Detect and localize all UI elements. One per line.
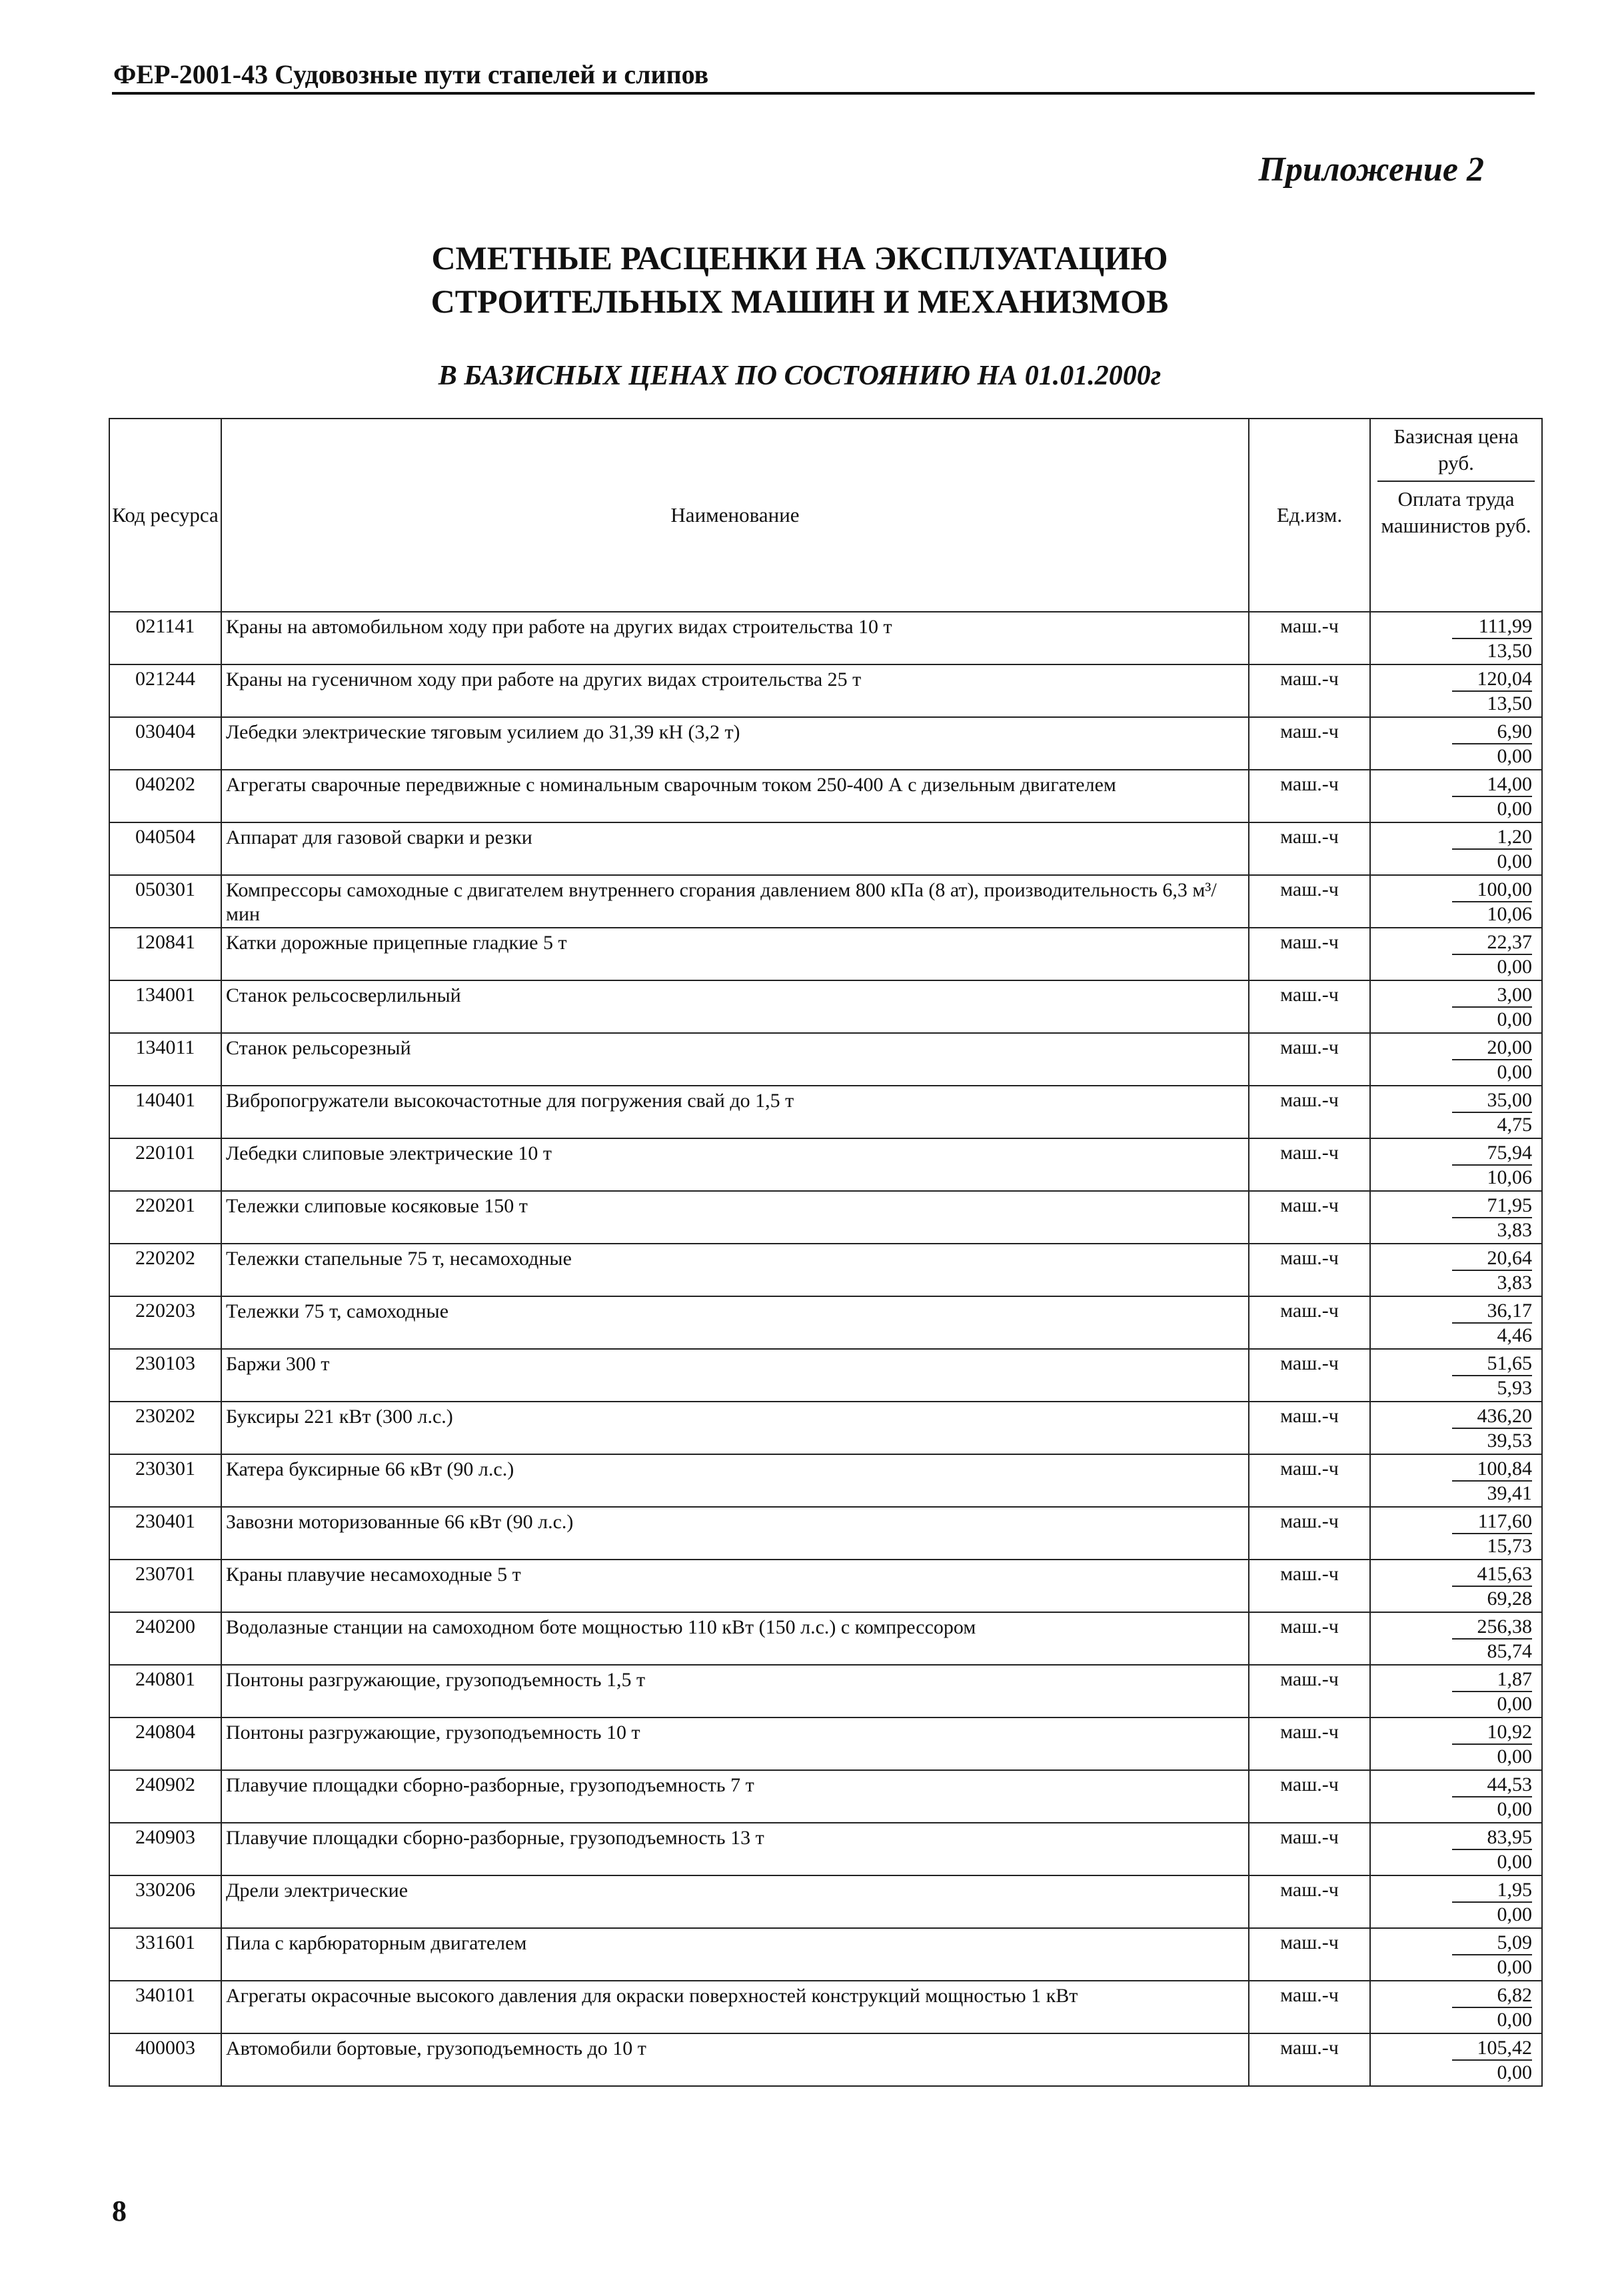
- table-row: [109, 664, 1542, 717]
- wage-value: 10,06: [1487, 1166, 1532, 1188]
- cell-unit: маш.-ч: [1249, 1191, 1370, 1244]
- cell-name: Понтоны разгружающие, грузоподъемность 1,5 т: [221, 1665, 1249, 1717]
- table-row: [109, 1560, 1542, 1612]
- wage-value: 5,93: [1497, 1377, 1532, 1399]
- cell-price: [1370, 980, 1542, 1033]
- cell-unit: маш.-ч: [1249, 1612, 1370, 1665]
- wage-value: 0,00: [1497, 1903, 1532, 1925]
- price-value: 100,84: [1452, 1458, 1532, 1482]
- wage-value: 69,28: [1487, 1588, 1532, 1610]
- cell-code: 230301: [109, 1454, 221, 1507]
- cell-code: 220202: [109, 1244, 221, 1296]
- cell-name: Завозни моторизованные 66 кВт (90 л.с.): [221, 1507, 1249, 1560]
- cell-name: Компрессоры самоходные с двигателем внутреннего сгорания давлением 800 кПа (8 ат), производительность 6,3 м³/мин: [221, 875, 1249, 928]
- cell-unit: маш.-ч: [1249, 1033, 1370, 1086]
- price-value: 10,92: [1452, 1721, 1532, 1745]
- cell-name: Агрегаты сварочные передвижные с номинальным сварочным током 250-400 А с дизельным двигателем: [221, 770, 1249, 822]
- cell-code: 230701: [109, 1560, 221, 1612]
- price-value: 6,90: [1452, 720, 1532, 744]
- wage-value: 0,00: [1497, 1745, 1532, 1767]
- cell-unit: маш.-ч: [1249, 928, 1370, 980]
- table-row: [109, 1454, 1542, 1507]
- cell-unit: маш.-ч: [1249, 1560, 1370, 1612]
- cell-price: [1370, 1086, 1542, 1138]
- table-row: [109, 1928, 1542, 1981]
- table-row: [109, 1770, 1542, 1823]
- table-row: [109, 2033, 1542, 2086]
- price-value: 20,00: [1452, 1036, 1532, 1060]
- cell-code: 240801: [109, 1665, 221, 1717]
- wage-value: 0,00: [1497, 850, 1532, 872]
- wage-value: 0,00: [1497, 2061, 1532, 2083]
- cell-name: Агрегаты окрасочные высокого давления для окраски поверхностей конструкций мощностью 1 кВт: [221, 1981, 1249, 2033]
- cell-price: [1370, 1402, 1542, 1454]
- cell-price: [1370, 1875, 1542, 1928]
- table-row: [109, 1665, 1542, 1717]
- wage-value: 0,00: [1497, 1693, 1532, 1715]
- cell-price: [1370, 822, 1542, 875]
- cell-code: 120841: [109, 928, 221, 980]
- cell-unit: маш.-ч: [1249, 1717, 1370, 1770]
- table-row: [109, 1349, 1542, 1402]
- table-row: [109, 980, 1542, 1033]
- cell-code: 220201: [109, 1191, 221, 1244]
- cell-unit: маш.-ч: [1249, 1981, 1370, 2033]
- price-value: 120,04: [1452, 668, 1532, 692]
- cell-unit: маш.-ч: [1249, 612, 1370, 664]
- cell-code: 140401: [109, 1086, 221, 1138]
- cell-code: 400003: [109, 2033, 221, 2086]
- price-value: 100,00: [1452, 878, 1532, 902]
- price-value: 1,87: [1452, 1668, 1532, 1692]
- cell-price: [1370, 1823, 1542, 1875]
- table-row: [109, 717, 1542, 770]
- cell-name: Дрели электрические: [221, 1875, 1249, 1928]
- page-title-line-2: СТРОИТЕЛЬНЫХ МАШИН И МЕХАНИЗМОВ: [430, 283, 1169, 320]
- table-row: [109, 1612, 1542, 1665]
- cell-price: [1370, 1928, 1542, 1981]
- price-value: 117,60: [1452, 1510, 1532, 1534]
- cell-name: Катера буксирные 66 кВт (90 л.с.): [221, 1454, 1249, 1507]
- cell-unit: маш.-ч: [1249, 1086, 1370, 1138]
- wage-value: 0,00: [1497, 745, 1532, 767]
- cell-name: Краны на автомобильном ходу при работе на других видах строительства 10 т: [221, 612, 1249, 664]
- cell-unit: маш.-ч: [1249, 1823, 1370, 1875]
- page-title-line-1: СМЕТНЫЕ РАСЦЕНКИ НА ЭКСПЛУАТАЦИЮ: [431, 239, 1168, 277]
- cell-unit: маш.-ч: [1249, 2033, 1370, 2086]
- cell-price: [1370, 1560, 1542, 1612]
- wage-value: 13,50: [1487, 640, 1532, 662]
- table-row: [109, 1296, 1542, 1349]
- table-row: [109, 1823, 1542, 1875]
- cell-unit: маш.-ч: [1249, 1296, 1370, 1349]
- cell-name: Лебедки слиповые электрические 10 т: [221, 1138, 1249, 1191]
- price-value: 6,82: [1452, 1984, 1532, 2008]
- cell-name: Краны плавучие несамоходные 5 т: [221, 1560, 1249, 1612]
- table-row: [109, 1033, 1542, 1086]
- cell-price: [1370, 770, 1542, 822]
- price-value: 75,94: [1452, 1142, 1532, 1166]
- cell-code: 230103: [109, 1349, 221, 1402]
- wage-value: 4,46: [1497, 1324, 1532, 1346]
- wage-value: 0,00: [1497, 1956, 1532, 1978]
- cell-code: 050301: [109, 875, 221, 928]
- table-row: [109, 928, 1542, 980]
- cell-name: Тележки стапельные 75 т, несамоходные: [221, 1244, 1249, 1296]
- table-row: [109, 1138, 1542, 1191]
- price-value: 1,20: [1452, 826, 1532, 850]
- price-value: 1,95: [1452, 1879, 1532, 1903]
- cell-price: [1370, 1612, 1542, 1665]
- cell-unit: маш.-ч: [1249, 1349, 1370, 1402]
- wage-value: 13,50: [1487, 692, 1532, 714]
- cell-price: [1370, 664, 1542, 717]
- cell-name: Понтоны разгружающие, грузоподъемность 10 т: [221, 1717, 1249, 1770]
- table-row: [109, 1507, 1542, 1560]
- cell-price: [1370, 875, 1542, 928]
- table-row: [109, 1191, 1542, 1244]
- table-row: [109, 822, 1542, 875]
- wage-value: 3,83: [1497, 1272, 1532, 1294]
- wage-value: 85,74: [1487, 1640, 1532, 1662]
- cell-name: Тележки 75 т, самоходные: [221, 1296, 1249, 1349]
- table-row: [109, 1244, 1542, 1296]
- price-value: 105,42: [1452, 2037, 1532, 2061]
- header-rule: [112, 92, 1535, 95]
- cell-code: 340101: [109, 1981, 221, 2033]
- cell-price: [1370, 612, 1542, 664]
- cell-unit: маш.-ч: [1249, 1402, 1370, 1454]
- price-value: 256,38: [1452, 1616, 1532, 1640]
- cell-unit: маш.-ч: [1249, 1770, 1370, 1823]
- table-row: [109, 875, 1542, 928]
- price-value: 51,65: [1452, 1352, 1532, 1376]
- wage-value: 10,06: [1487, 903, 1532, 925]
- wage-value: 3,83: [1497, 1219, 1532, 1241]
- cell-unit: маш.-ч: [1249, 1454, 1370, 1507]
- price-value: 14,00: [1452, 773, 1532, 797]
- table-row: [109, 1717, 1542, 1770]
- cell-unit: маш.-ч: [1249, 1875, 1370, 1928]
- cell-unit: маш.-ч: [1249, 1138, 1370, 1191]
- cell-name: Баржи 300 т: [221, 1349, 1249, 1402]
- cell-unit: маш.-ч: [1249, 1928, 1370, 1981]
- cell-price: [1370, 1717, 1542, 1770]
- wage-value: 0,00: [1497, 1061, 1532, 1083]
- cell-unit: маш.-ч: [1249, 980, 1370, 1033]
- wage-value: 0,00: [1497, 1008, 1532, 1030]
- cell-price: [1370, 1454, 1542, 1507]
- header-wage: Оплата труда машинистов руб.: [1381, 487, 1531, 537]
- cell-name: Тележки слиповые косяковые 150 т: [221, 1191, 1249, 1244]
- cell-code: 240903: [109, 1823, 221, 1875]
- header-unit: Ед.изм.: [1249, 419, 1370, 612]
- cell-price: [1370, 2033, 1542, 2086]
- cell-unit: маш.-ч: [1249, 822, 1370, 875]
- cell-code: 331601: [109, 1928, 221, 1981]
- wage-value: 0,00: [1497, 956, 1532, 978]
- cell-name: Станок рельсорезный: [221, 1033, 1249, 1086]
- cell-name: Плавучие площадки сборно-разборные, грузоподъемность 13 т: [221, 1823, 1249, 1875]
- page-number: 8: [112, 2195, 127, 2227]
- wage-value: 0,00: [1497, 2009, 1532, 2031]
- price-value: 36,17: [1452, 1300, 1532, 1324]
- price-value: 71,95: [1452, 1194, 1532, 1218]
- cell-name: Вибропогружатели высокочастотные для погружения свай до 1,5 т: [221, 1086, 1249, 1138]
- cell-code: 021244: [109, 664, 221, 717]
- cell-code: 240902: [109, 1770, 221, 1823]
- cell-code: 030404: [109, 717, 221, 770]
- cell-code: 230401: [109, 1507, 221, 1560]
- cell-name: Лебедки электрические тяговым усилием до 31,39 кН (3,2 т): [221, 717, 1249, 770]
- cell-price: [1370, 1981, 1542, 2033]
- wage-value: 0,00: [1497, 798, 1532, 820]
- cell-unit: маш.-ч: [1249, 717, 1370, 770]
- cell-code: 220203: [109, 1296, 221, 1349]
- cell-price: [1370, 1244, 1542, 1296]
- wage-value: 0,00: [1497, 1798, 1532, 1820]
- table-row: [109, 1402, 1542, 1454]
- price-value: 415,63: [1452, 1563, 1532, 1587]
- wage-value: 15,73: [1487, 1535, 1532, 1557]
- cell-code: 040202: [109, 770, 221, 822]
- cell-name: Автомобили бортовые, грузоподъемность до 10 т: [221, 2033, 1249, 2086]
- rates-table: [109, 418, 1543, 2087]
- cell-price: [1370, 1191, 1542, 1244]
- cell-price: [1370, 1507, 1542, 1560]
- cell-name: Катки дорожные прицепные гладкие 5 т: [221, 928, 1249, 980]
- wage-value: 4,75: [1497, 1114, 1532, 1136]
- table-row: [109, 1981, 1542, 2033]
- cell-price: [1370, 1770, 1542, 1823]
- price-value: 5,09: [1452, 1931, 1532, 1955]
- cell-code: 134001: [109, 980, 221, 1033]
- cell-name: Водолазные станции на самоходном боте мощностью 110 кВт (150 л.с.) с компрессором: [221, 1612, 1249, 1665]
- cell-price: [1370, 717, 1542, 770]
- header-name: Наименование: [221, 419, 1249, 612]
- cell-code: 240200: [109, 1612, 221, 1665]
- cell-price: [1370, 928, 1542, 980]
- table-row: [109, 612, 1542, 664]
- price-value: 20,64: [1452, 1247, 1532, 1271]
- cell-unit: маш.-ч: [1249, 875, 1370, 928]
- cell-name: Станок рельсосверлильный: [221, 980, 1249, 1033]
- cell-name: Краны на гусеничном ходу при работе на других видах строительства 25 т: [221, 664, 1249, 717]
- cell-code: 230202: [109, 1402, 221, 1454]
- table-row: [109, 1086, 1542, 1138]
- cell-price: [1370, 1665, 1542, 1717]
- cell-unit: маш.-ч: [1249, 1507, 1370, 1560]
- cell-code: 240804: [109, 1717, 221, 1770]
- price-value: 22,37: [1452, 931, 1532, 955]
- cell-code: 220101: [109, 1138, 221, 1191]
- cell-price: [1370, 1296, 1542, 1349]
- header-code: Код ресурса: [109, 419, 221, 612]
- price-value: 3,00: [1452, 984, 1532, 1008]
- cell-code: 040504: [109, 822, 221, 875]
- cell-price: [1370, 1349, 1542, 1402]
- cell-unit: маш.-ч: [1249, 664, 1370, 717]
- price-value: 436,20: [1452, 1405, 1532, 1429]
- cell-unit: маш.-ч: [1249, 1244, 1370, 1296]
- page-subtitle: В БАЗИСНЫХ ЦЕНАХ ПО СОСТОЯНИЮ НА 01.01.2000г: [438, 361, 1162, 391]
- appendix-label: Приложение 2: [1258, 151, 1484, 189]
- wage-value: 39,53: [1487, 1430, 1532, 1452]
- wage-value: 0,00: [1497, 1851, 1532, 1873]
- cell-name: Пила с карбюраторным двигателем: [221, 1928, 1249, 1981]
- document-header: ФЕР-2001-43 Судовозные пути стапелей и слипов: [113, 59, 709, 89]
- cell-name: Аппарат для газовой сварки и резки: [221, 822, 1249, 875]
- wage-value: 39,41: [1487, 1482, 1532, 1504]
- cell-code: 134011: [109, 1033, 221, 1086]
- cell-price: [1370, 1138, 1542, 1191]
- cell-code: 330206: [109, 1875, 221, 1928]
- table-row: [109, 1875, 1542, 1928]
- cell-unit: маш.-ч: [1249, 1665, 1370, 1717]
- price-value: 35,00: [1452, 1089, 1532, 1113]
- cell-unit: маш.-ч: [1249, 770, 1370, 822]
- cell-name: Буксиры 221 кВт (300 л.с.): [221, 1402, 1249, 1454]
- cell-name: Плавучие площадки сборно-разборные, грузоподъемность 7 т: [221, 1770, 1249, 1823]
- header-price: Базисная цена руб.: [1377, 419, 1535, 482]
- header-price-cell: [1370, 419, 1542, 612]
- cell-price: [1370, 1033, 1542, 1086]
- price-value: 44,53: [1452, 1773, 1532, 1797]
- price-value: 111,99: [1452, 615, 1532, 639]
- price-value: 83,95: [1452, 1826, 1532, 1850]
- table-row: [109, 770, 1542, 822]
- cell-code: 021141: [109, 612, 221, 664]
